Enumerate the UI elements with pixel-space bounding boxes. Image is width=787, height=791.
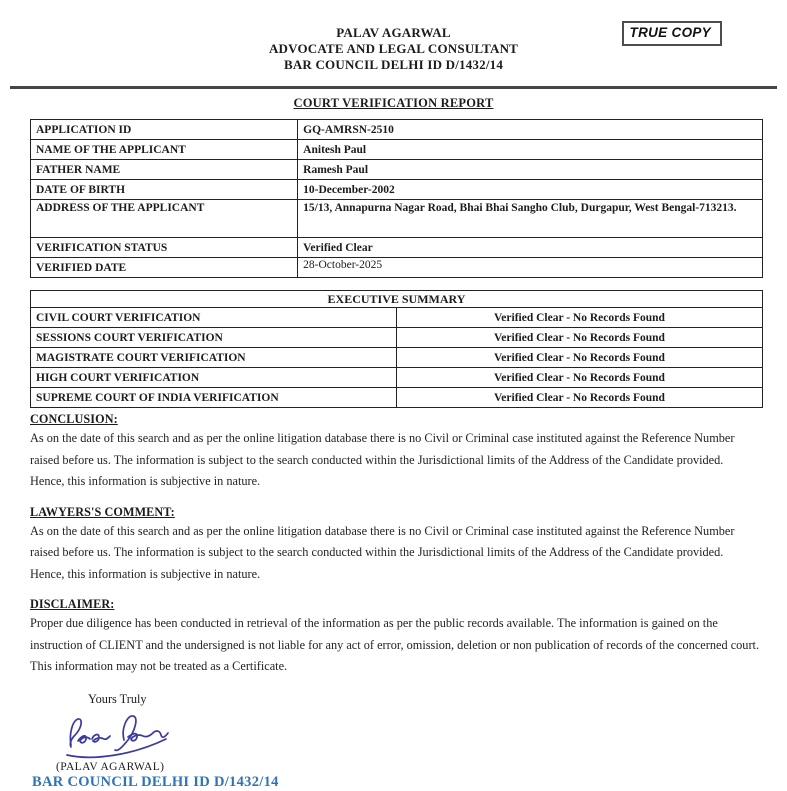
executive-summary-table [30, 290, 763, 408]
conclusion-section [30, 412, 760, 493]
summary-title: EXECUTIVE SUMMARY [31, 291, 763, 308]
true-copy-label: TRUE COPY [629, 25, 711, 40]
court-result: Verified Clear - No Records Found [397, 388, 763, 408]
table-row-date-of-birth [31, 180, 763, 200]
court-result: Verified Clear - No Records Found [397, 308, 763, 328]
table-row-application-id [31, 120, 763, 140]
court-result: Verified Clear - No Records Found [397, 328, 763, 348]
field-value: 15/13, Annapurna Nagar Road, Bhai Bhai Sangho Club, Durgapur, West Bengal-713213. [298, 200, 763, 238]
field-label: FATHER NAME [31, 160, 298, 180]
disclaimer-section [30, 597, 760, 678]
table-row-sessions-court [31, 328, 763, 348]
signer-name: (PALAV AGARWAL) [56, 760, 165, 773]
field-value: 28-October-2025 [298, 258, 763, 278]
court-label: HIGH COURT VERIFICATION [31, 368, 397, 388]
court-label: MAGISTRATE COURT VERIFICATION [31, 348, 397, 368]
disclaimer-heading: DISCLAIMER: [30, 597, 115, 611]
court-result: Verified Clear - No Records Found [397, 348, 763, 368]
lawyers-comment-heading: LAWYERS'S COMMENT: [30, 504, 175, 519]
table-row-applicant-name [31, 140, 763, 160]
court-label: CIVIL COURT VERIFICATION [31, 308, 397, 328]
conclusion-text: As on the date of this search and as per the online litigation database there is no Civil or Criminal case instituted against the Reference Number raised before us. The information is subject to the search conducted within the Jurisdictional limits of the Address of the Candidate provided. Hence, this information is subjective in nature. [30, 431, 735, 488]
table-row-verification-status [31, 238, 763, 258]
court-label: SESSIONS COURT VERIFICATION [31, 328, 397, 348]
applicant-details-table [30, 119, 763, 278]
field-value: Anitesh Paul [298, 140, 763, 160]
closing-block [30, 692, 757, 791]
table-row-supreme-court [31, 388, 763, 408]
court-result: Verified Clear - No Records Found [397, 368, 763, 388]
summary-header-row [31, 291, 763, 308]
report-title: COURT VERIFICATION REPORT [293, 96, 494, 110]
advocate-name: PALAV AGARWAL [336, 25, 451, 40]
field-label: APPLICATION ID [31, 120, 298, 140]
disclaimer-text: Proper due diligence has been conducted in retrieval of the information as per the public records available. The information is gained on the instruction of CLIENT and the undersigned is not liable for any act of error, omission, deletion or non publication of records of the concerned court. This information may not be treated as a Certificate. [30, 616, 760, 673]
advocate-designation: ADVOCATE AND LEGAL CONSULTANT [268, 41, 519, 56]
field-value: GQ-AMRSN-2510 [298, 120, 763, 140]
table-row-magistrate-court [31, 348, 763, 368]
table-row-civil-court [31, 308, 763, 328]
field-label: DATE OF BIRTH [31, 180, 298, 200]
field-label: VERIFICATION STATUS [31, 238, 298, 258]
field-label: VERIFIED DATE [31, 258, 298, 278]
true-copy-stamp [622, 21, 722, 46]
lawyers-comment-section [30, 505, 760, 586]
table-row-address [31, 200, 763, 238]
table-row-verified-date [31, 258, 763, 278]
field-label: NAME OF THE APPLICANT [31, 140, 298, 160]
field-value: 10-December-2002 [298, 180, 763, 200]
table-row-high-court [31, 368, 763, 388]
header-divider-rule [10, 86, 777, 89]
advocate-bar-id: BAR COUNCIL DELHI ID D/1432/14 [283, 57, 504, 72]
table-row-father-name [31, 160, 763, 180]
conclusion-heading: CONCLUSION: [30, 412, 118, 426]
field-value: Verified Clear [298, 238, 763, 258]
court-label: SUPREME COURT OF INDIA VERIFICATION [31, 388, 397, 408]
field-label: ADDRESS OF THE APPLICANT [31, 200, 298, 238]
handwritten-signature [58, 709, 193, 761]
lawyers-comment-text: As on the date of this search and as per the online litigation database there is no Civil or Criminal case instituted against the Reference Number raised before us. The information is subject to the search conducted within the Jurisdictional limits of the Address of the Candidate provided. Hence, this information is subjective in nature. [30, 523, 735, 581]
salutation: Yours Truly [88, 691, 147, 706]
field-value: Ramesh Paul [298, 160, 763, 180]
bar-council-id-line: BAR COUNCIL DELHI ID D/1432/14 [32, 773, 279, 790]
